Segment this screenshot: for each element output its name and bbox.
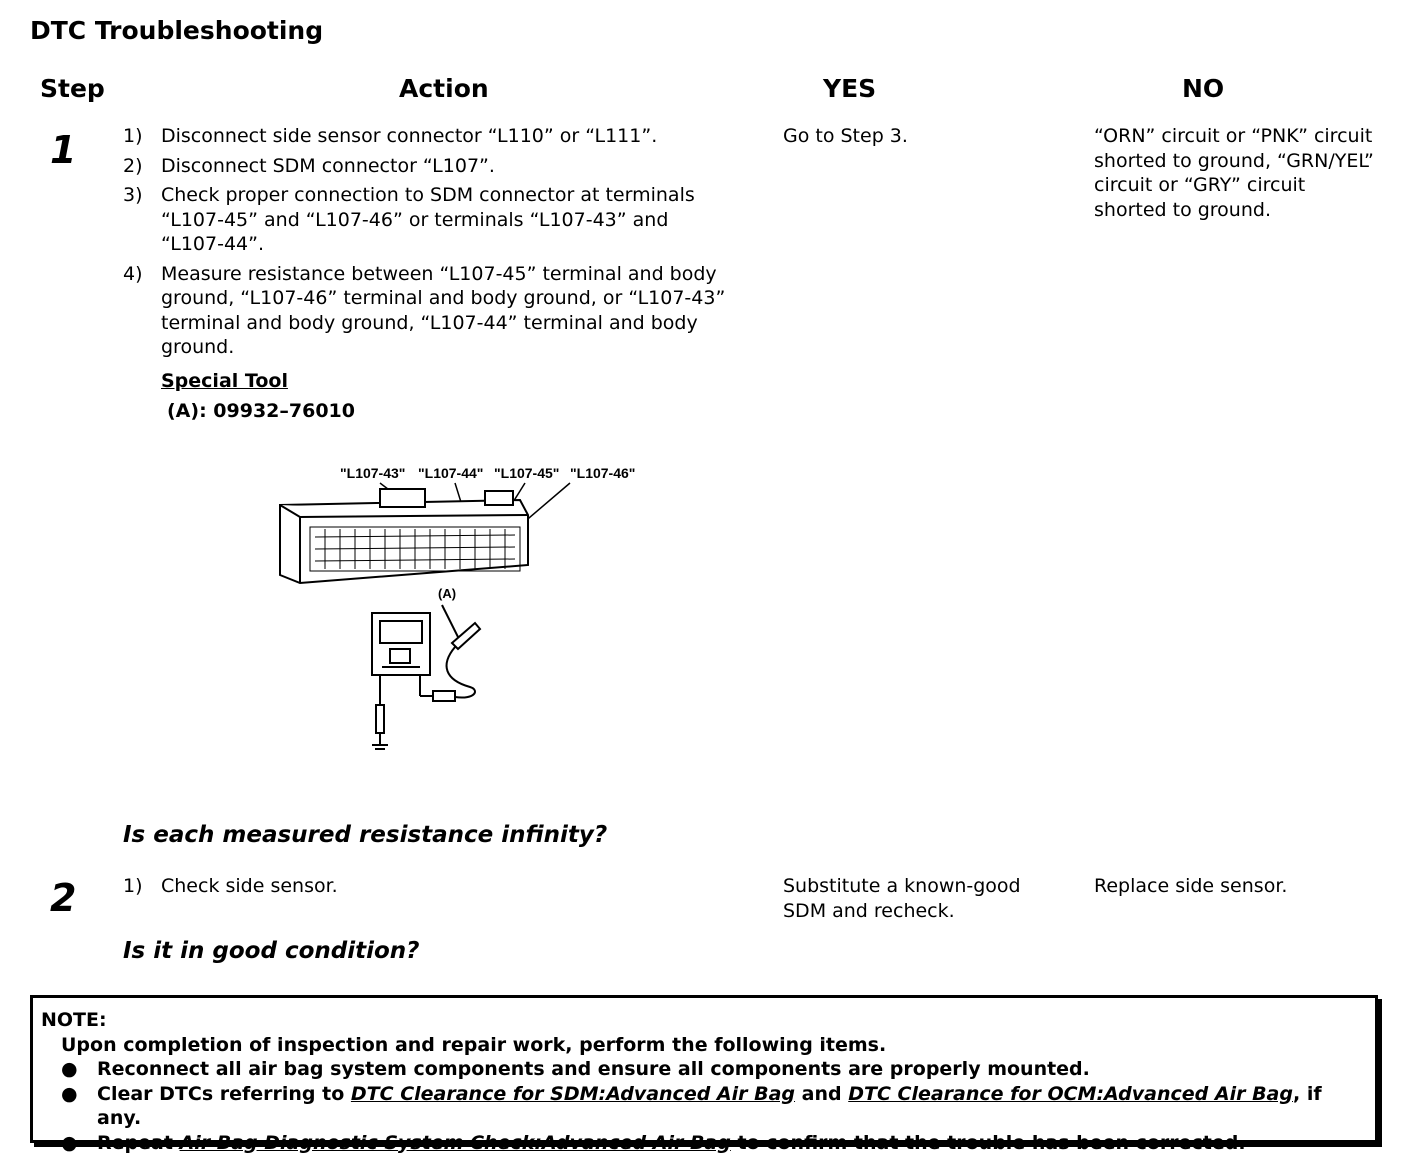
step-1-yes: Go to Step 3. xyxy=(783,125,908,147)
action-text: Check side sensor. xyxy=(161,875,338,897)
label-l107-45: "L107-45" xyxy=(494,465,560,481)
bullet-icon: ● xyxy=(61,1082,78,1105)
action-text: Measure resistance between “L107-45” terminal and body ground, “L107-46” terminal and body ground, or “L107-43” terminal and body ground, “L107-44” terminal and body ground. xyxy=(161,262,726,358)
label-tool-a: (A) xyxy=(438,586,457,601)
header-action: Action xyxy=(399,74,489,103)
page-title: DTC Troubleshooting xyxy=(30,16,324,45)
bullet-icon: ● xyxy=(61,1131,78,1154)
note-text: , if any. xyxy=(97,1082,1322,1129)
link-dtc-clearance-ocm[interactable]: DTC Clearance for OCM:Advanced Air Bag xyxy=(848,1082,1293,1105)
ohmmeter xyxy=(372,613,455,749)
header-step: Step xyxy=(40,74,105,103)
link-dtc-clearance-sdm[interactable]: DTC Clearance for SDM:Advanced Air Bag xyxy=(350,1082,796,1105)
label-l107-44: "L107-44" xyxy=(418,465,484,481)
special-tool-value: (A): 09932–76010 xyxy=(167,400,355,422)
step-2-action-1 xyxy=(123,874,753,899)
note-bullet-3 xyxy=(41,1131,1367,1156)
step-1-no: “ORN” circuit or “PNK” circuit shorted to ground, “GRN/YEL” circuit or “GRY” circuit shorted to ground. xyxy=(1094,125,1374,221)
probe-a xyxy=(440,605,480,698)
action-text: Disconnect SDM connector “L107”. xyxy=(161,154,495,177)
step-2-yes: Substitute a known-good SDM and recheck. xyxy=(783,875,1021,922)
note-text: Repeat xyxy=(97,1131,180,1154)
note-heading: NOTE: xyxy=(41,1009,107,1031)
note-bullet-2 xyxy=(41,1082,1367,1131)
step-1-action-1 xyxy=(123,124,753,149)
step-2-no: Replace side sensor. xyxy=(1094,875,1288,897)
step-1-number: 1 xyxy=(50,128,77,172)
step-1-actions xyxy=(123,124,753,360)
note-intro: Upon completion of inspection and repair work, perform the following items. xyxy=(61,1033,887,1056)
note-bullet-1 xyxy=(41,1057,1367,1082)
note-text: and xyxy=(795,1082,849,1105)
header-no: NO xyxy=(1182,74,1225,103)
step-2-number: 2 xyxy=(50,876,77,920)
action-number: 3) xyxy=(123,184,143,206)
connector-figure xyxy=(270,455,660,760)
note-text: Clear DTCs referring to xyxy=(97,1082,351,1105)
step-2-question: Is it in good condition? xyxy=(123,938,420,964)
step-2-actions xyxy=(123,874,753,899)
action-text: Check proper connection to SDM connector at terminals “L107-45” and “L107-46” or terminals “L107-43” and “L107-44”. xyxy=(161,184,695,255)
note-bullet-text: Reconnect all air bag system components and ensure all components are properly mounted. xyxy=(97,1058,1090,1080)
action-number: 1) xyxy=(123,125,143,147)
step-1-question: Is each measured resistance infinity? xyxy=(123,822,608,848)
header-yes: YES xyxy=(823,74,877,103)
label-l107-46: "L107-46" xyxy=(570,465,636,481)
note-box xyxy=(30,995,1378,1154)
special-tool-heading: Special Tool xyxy=(161,370,288,392)
action-text: Disconnect side sensor connector “L110” or “L111”. xyxy=(161,125,658,147)
note-bullet-text xyxy=(97,1082,1367,1131)
bullet-icon: ● xyxy=(61,1058,78,1080)
action-number: 2) xyxy=(123,154,143,177)
step-1-action-3 xyxy=(123,183,753,257)
action-number: 1) xyxy=(123,875,143,897)
action-number: 4) xyxy=(123,262,143,285)
link-air-bag-diagnostic-check[interactable]: Air Bag Diagnostic System Check:Advanced Air Bag xyxy=(179,1131,731,1154)
step-1-action-4 xyxy=(123,262,753,360)
step-1-action-2 xyxy=(123,154,753,179)
label-l107-43: "L107-43" xyxy=(340,465,406,481)
note-text: to confirm that the trouble has been corrected. xyxy=(730,1131,1246,1154)
note-bullet-text xyxy=(97,1131,1246,1156)
